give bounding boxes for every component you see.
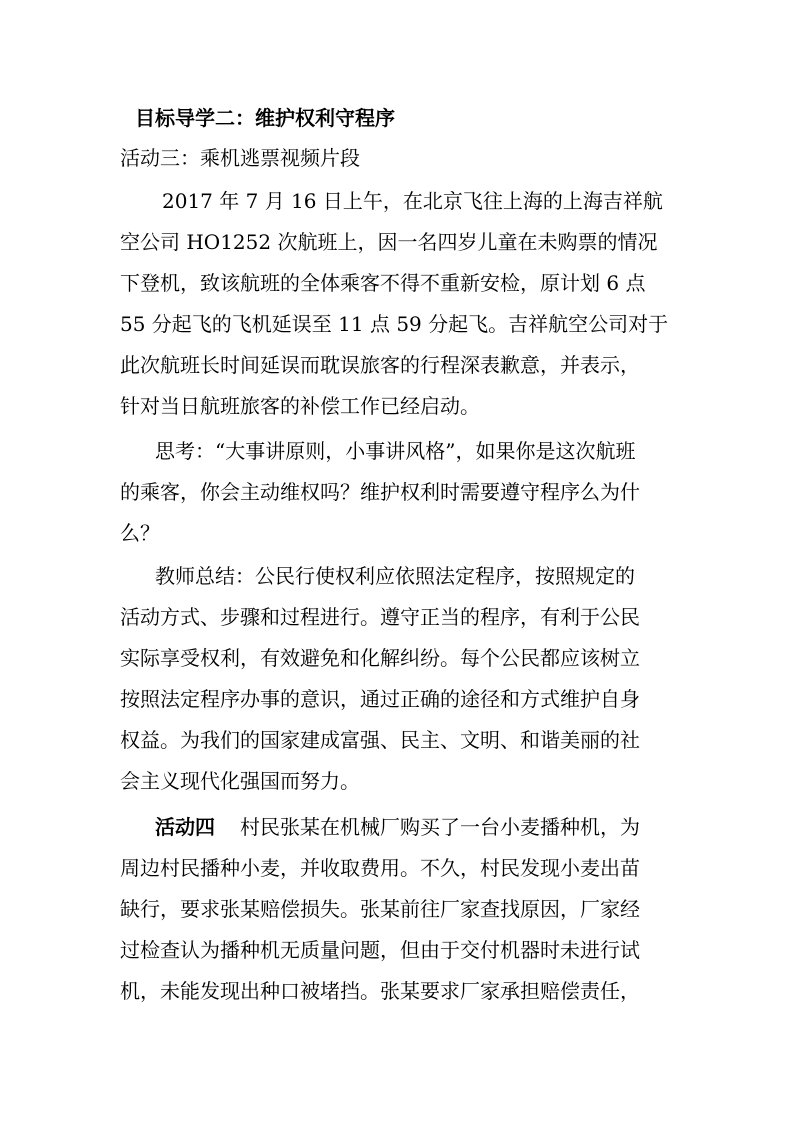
section-heading: 目标导学二：维护权利守程序 xyxy=(135,106,395,130)
activity3-title: 活动三：乘机逃票视频片段 xyxy=(120,146,360,170)
think-line: 么？ xyxy=(120,521,160,545)
teacher-summary-line: 会主义现代化强国而努力。 xyxy=(120,769,360,793)
activity4-line: 过检查认为播种机无质量问题，但由于交付机器时未进行试 xyxy=(120,938,640,962)
paragraph1-line: 2017 年 7 月 16 日上午，在北京飞往上海的上海吉祥航 xyxy=(162,189,663,213)
think-line: 思考：“大事讲原则，小事讲风格”，如果你是这次航班 xyxy=(155,439,636,463)
activity4-line: 村民张某在机械厂购买了一台小麦播种机，为 xyxy=(240,815,640,839)
teacher-summary-line: 教师总结：公民行使权利应依照法定程序，按照规定的 xyxy=(155,564,635,588)
paragraph1-line: 此次航班长时间延误而耽误旅客的行程深表歉意，并表示， xyxy=(120,353,640,377)
paragraph1-line: 空公司 HO1252 次航班上，因一名四岁儿童在未购票的情况 xyxy=(120,230,658,254)
paragraph1-line: 55 分起飞的飞机延误至 11 点 59 分起飞。吉祥航空公司对于 xyxy=(120,312,669,336)
teacher-summary-line: 权益。为我们的国家建成富强、民主、文明、和谐美丽的社 xyxy=(120,728,640,752)
activity4-label: 活动四 xyxy=(155,815,215,839)
teacher-summary-line: 按照法定程序办事的意识，通过正确的途径和方式维护自身 xyxy=(120,687,640,711)
think-line: 的乘客，你会主动维权吗？维护权利时需要遵守程序么为什 xyxy=(120,480,640,504)
teacher-summary-line: 活动方式、步骤和过程进行。遵守正当的程序，有利于公民 xyxy=(120,605,640,629)
paragraph1-line: 下登机，致该航班的全体乘客不得不重新安检，原计划 6 点 xyxy=(120,271,646,295)
teacher-summary-line: 实际享受权利，有效避免和化解纠纷。每个公民都应该树立 xyxy=(120,646,640,670)
activity4-line: 机，未能发现出种口被堵挡。张某要求厂家承担赔偿责任， xyxy=(120,979,640,1003)
activity4-line: 缺行，要求张某赔偿损失。张某前往厂家查找原因，厂家经 xyxy=(120,897,640,921)
activity4-line: 周边村民播种小麦，并收取费用。不久，村民发现小麦出苗 xyxy=(120,856,640,880)
paragraph1-line: 针对当日航班旅客的补偿工作已经启动。 xyxy=(120,394,480,418)
